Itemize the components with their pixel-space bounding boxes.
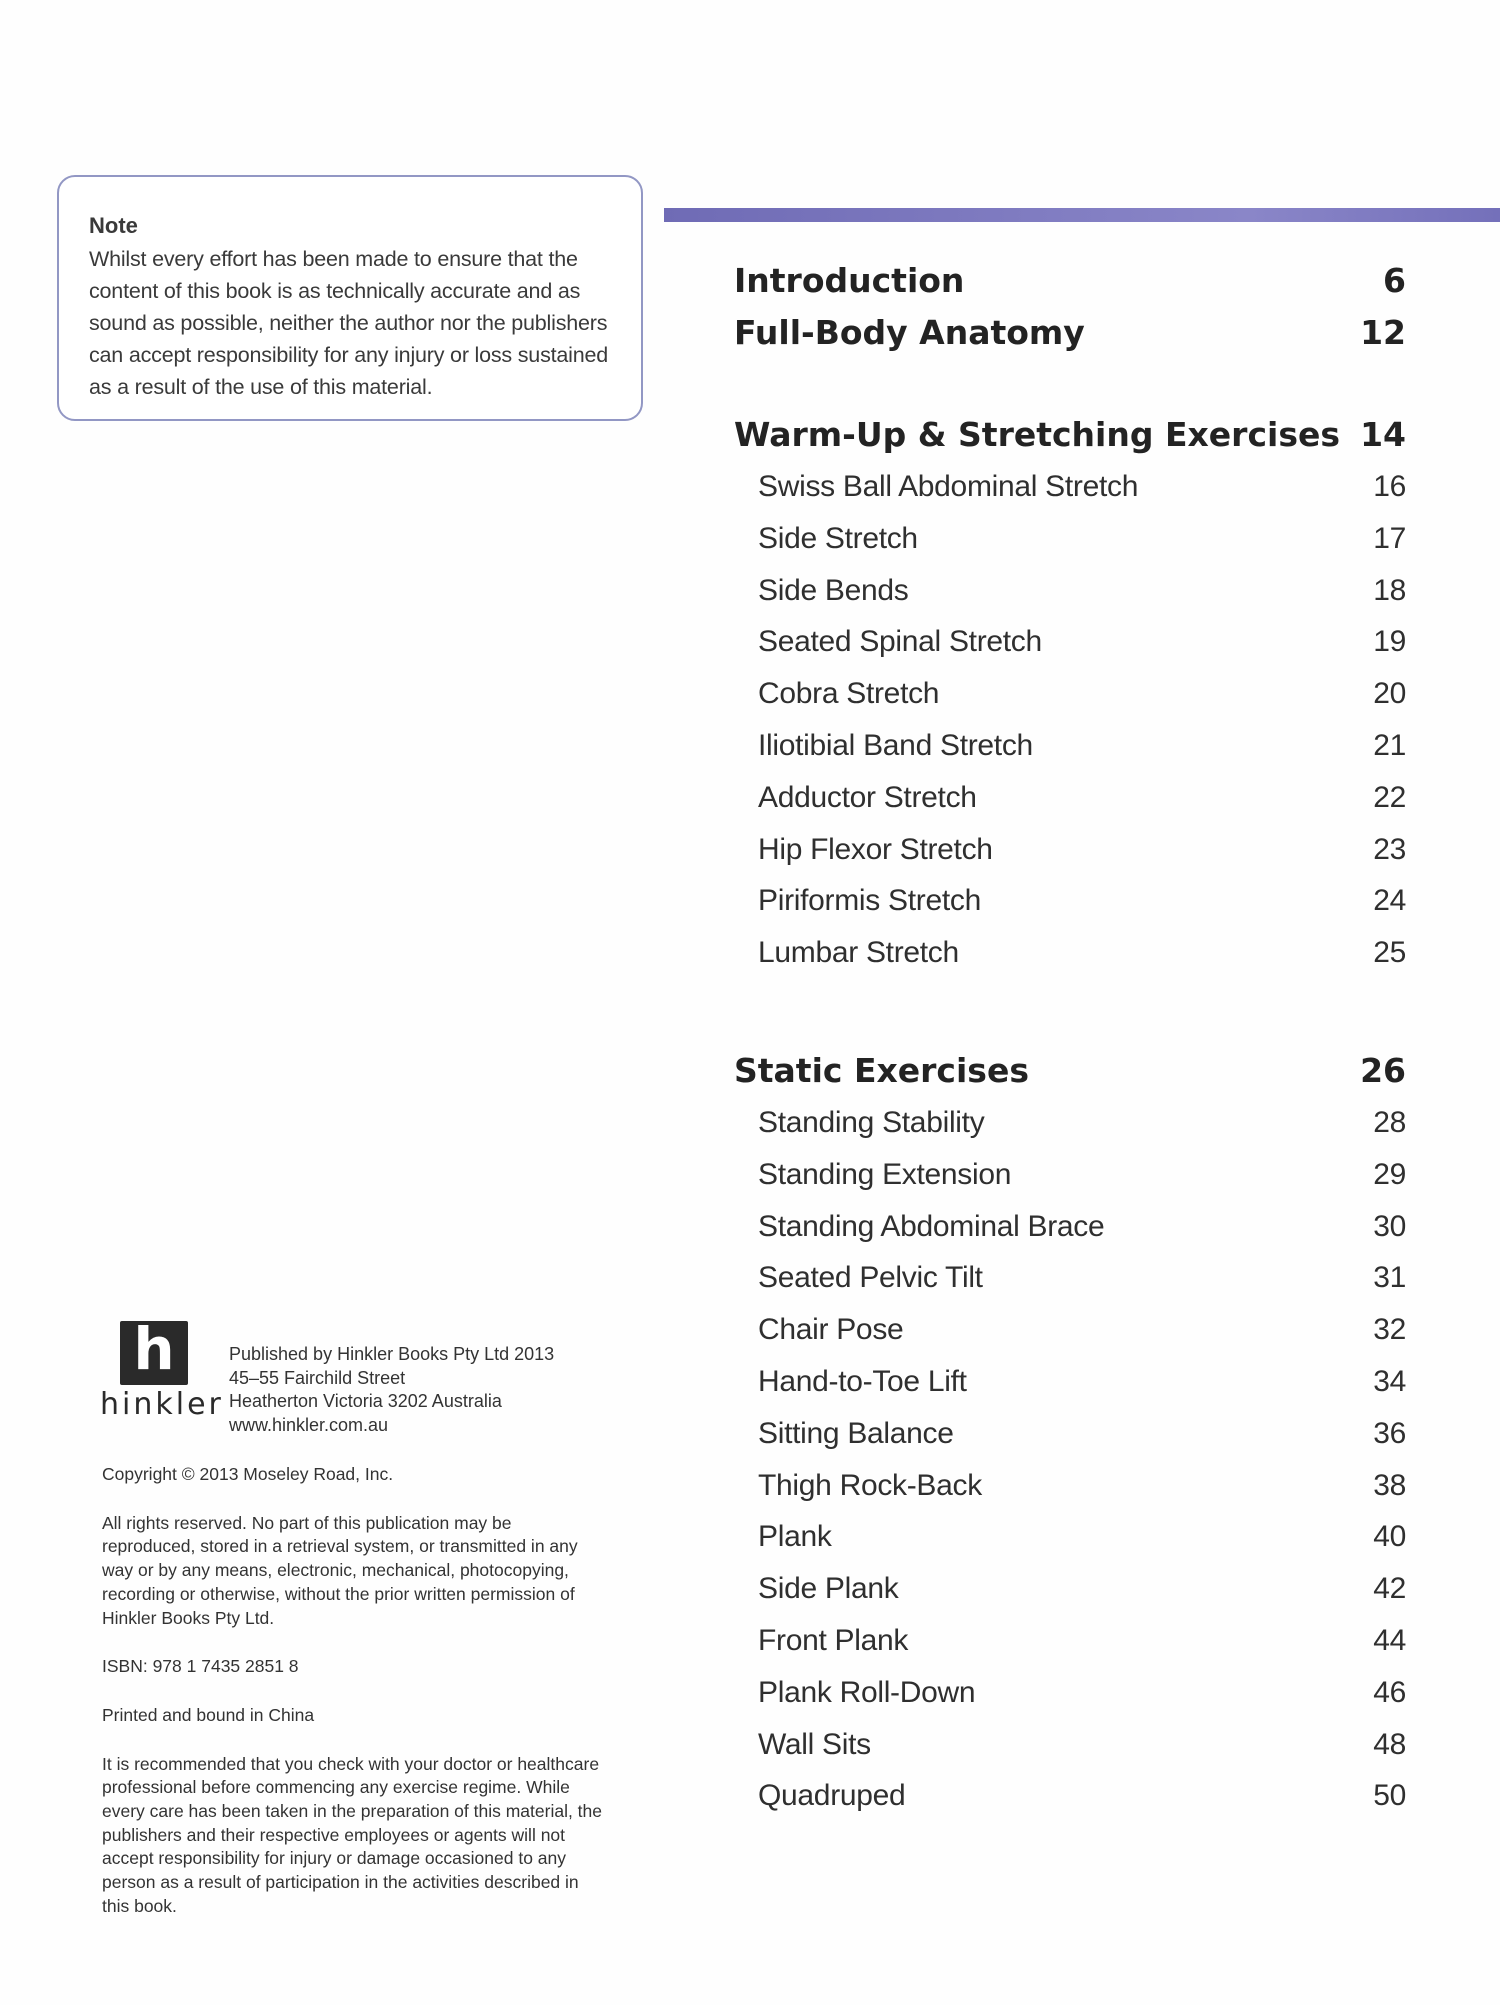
- toc-entry-label: Standing Extension: [758, 1157, 1012, 1191]
- toc-section-anatomy[interactable]: [734, 307, 1406, 359]
- toc-entry-page: 34: [1373, 1364, 1406, 1398]
- toc-entry[interactable]: [734, 1719, 1406, 1771]
- toc-entry[interactable]: [734, 1304, 1406, 1356]
- toc-entry-page: 31: [1373, 1261, 1406, 1295]
- toc-entry-label: Adductor Stretch: [758, 780, 977, 814]
- toc-entry-page: 16: [1373, 470, 1406, 503]
- logo-wordmark: hinkler: [100, 1387, 224, 1422]
- table-of-contents: [734, 255, 1406, 1822]
- toc-entry-label: Piriformis Stretch: [758, 884, 981, 918]
- toc-entry-page: 42: [1373, 1572, 1406, 1606]
- spacer: [734, 979, 1406, 1045]
- toc-entry-page: 44: [1373, 1623, 1406, 1657]
- toc-entry-page: 22: [1373, 780, 1406, 814]
- toc-entry[interactable]: [734, 927, 1406, 979]
- toc-entry-label: Plank: [758, 1520, 832, 1554]
- rights-text: All rights reserved. No part of this publication may be reproduced, stored in a retrieval system, or transmitted in any way or by any means, electronic, mechanical, photocopying, recording or otherwise, without the prior written permission of Hinkler Books Pty Ltd.: [102, 1512, 578, 1628]
- toc-section-warmup[interactable]: [734, 409, 1406, 461]
- toc-entry-label: Side Bends: [758, 573, 909, 607]
- toc-entry-label: Standing Abdominal Brace: [758, 1209, 1105, 1243]
- toc-entry-label: Cobra Stretch: [758, 677, 940, 711]
- toc-entry-label: Iliotibial Band Stretch: [758, 728, 1033, 762]
- toc-entry-page: 46: [1373, 1675, 1406, 1709]
- toc-entry-page: 17: [1373, 521, 1406, 555]
- toc-entry[interactable]: [734, 1770, 1406, 1822]
- toc-entry[interactable]: [734, 875, 1406, 927]
- toc-section-page: 6: [1383, 261, 1406, 300]
- toc-entry-label: Hand-to-Toe Lift: [758, 1364, 967, 1398]
- toc-entry-page: 25: [1373, 936, 1406, 970]
- toc-entry-label: Side Plank: [758, 1572, 899, 1606]
- toc-entry-label: Sitting Balance: [758, 1416, 954, 1450]
- toc-entry[interactable]: [734, 1511, 1406, 1563]
- toc-entry-label: Wall Sits: [758, 1727, 871, 1761]
- toc-entry-page: 50: [1373, 1779, 1406, 1813]
- toc-entry[interactable]: [734, 1408, 1406, 1460]
- toc-entry-label: Side Stretch: [758, 521, 918, 555]
- toc-entry-page: 24: [1373, 884, 1406, 918]
- toc-entry-page: 18: [1373, 573, 1406, 607]
- note-title: Note: [89, 213, 138, 238]
- hinkler-logo: [100, 1315, 224, 1422]
- toc-entry-page: 32: [1373, 1313, 1406, 1347]
- toc-entry-label: Standing Stability: [758, 1105, 985, 1139]
- toc-entry-label: Plank Roll-Down: [758, 1675, 976, 1709]
- toc-section-introduction[interactable]: [734, 255, 1406, 307]
- toc-section-page: 26: [1360, 1050, 1406, 1090]
- toc-entry-label: Hip Flexor Stretch: [758, 832, 993, 866]
- note-body: Whilst every effort has been made to ensure that the content of this book is as technically accurate and as sound as possible, neither the author nor the publishers can accept responsibility for any injury or loss sustained as a result of the use of this material.: [89, 247, 608, 399]
- toc-entry-label: Seated Pelvic Tilt: [758, 1261, 983, 1295]
- toc-entry[interactable]: [734, 1252, 1406, 1304]
- hinkler-logo-mark: [120, 1315, 188, 1385]
- publisher-info: [229, 1343, 554, 1437]
- toc-entry-page: 48: [1373, 1727, 1406, 1761]
- publisher-city: Heatherton Victoria 3202 Australia: [229, 1391, 502, 1411]
- toc-entry-page: 20: [1373, 677, 1406, 711]
- toc-entry-page: 29: [1373, 1157, 1406, 1191]
- publisher-line: Published by Hinkler Books Pty Ltd 2013: [229, 1344, 555, 1364]
- toc-entry[interactable]: [734, 513, 1406, 565]
- publisher-address: 45–55 Fairchild Street: [229, 1367, 406, 1388]
- toc-entry-label: Thigh Rock-Back: [758, 1468, 982, 1502]
- toc-entry[interactable]: [734, 461, 1406, 513]
- toc-entry-page: 21: [1373, 728, 1406, 762]
- toc-section-static[interactable]: [734, 1045, 1406, 1097]
- toc-entry-label: Lumbar Stretch: [758, 936, 959, 970]
- toc-entry[interactable]: [734, 1097, 1406, 1149]
- toc-entry[interactable]: [734, 668, 1406, 720]
- header-bar: [664, 208, 1500, 222]
- toc-entry[interactable]: [734, 1356, 1406, 1408]
- toc-entry-label: Front Plank: [758, 1623, 909, 1657]
- toc-entry[interactable]: [734, 1563, 1406, 1615]
- printed-text: Printed and bound in China: [102, 1704, 315, 1725]
- toc-entry-page: 36: [1373, 1416, 1406, 1450]
- toc-entry-label: Quadruped: [758, 1779, 906, 1813]
- note-box: [57, 175, 643, 421]
- logo-letter: h: [133, 1315, 175, 1383]
- toc-entry[interactable]: [734, 1615, 1406, 1667]
- toc-section-page: 14: [1360, 415, 1406, 454]
- disclaimer-text: It is recommended that you check with your doctor or healthcare professional before commencing any exercise regime. While every care has been taken in the preparation of this material, the publishers and their respective employees or agents will not accept responsibility for injury or damage occasioned to any person as a result of participation in the activities described in this book.: [102, 1753, 603, 1916]
- toc-entry[interactable]: [734, 1201, 1406, 1253]
- toc-entry[interactable]: [734, 772, 1406, 824]
- legal-block: [102, 1463, 602, 1944]
- toc-entry-label: Chair Pose: [758, 1313, 904, 1347]
- toc-section-page: 12: [1360, 313, 1406, 352]
- isbn-text: ISBN: 978 1 7435 2851 8: [102, 1656, 299, 1677]
- toc-entry[interactable]: [734, 1149, 1406, 1201]
- spacer: [734, 359, 1406, 409]
- toc-entry-label: Seated Spinal Stretch: [758, 625, 1042, 659]
- publisher-website[interactable]: www.hinkler.com.au: [229, 1414, 389, 1435]
- toc-entry-page: 38: [1373, 1468, 1406, 1502]
- toc-entry[interactable]: [734, 565, 1406, 617]
- toc-entry-page: 40: [1373, 1520, 1406, 1554]
- toc-entry[interactable]: [734, 616, 1406, 668]
- toc-section-label: Full-Body Anatomy: [734, 313, 1085, 352]
- toc-section-label: Static Exercises: [734, 1050, 1029, 1090]
- toc-entry-page: 30: [1373, 1209, 1406, 1243]
- toc-entry-label: Swiss Ball Abdominal Stretch: [758, 470, 1139, 503]
- toc-section-label: Introduction: [734, 261, 965, 300]
- toc-section-label: Warm-Up & Stretching Exercises: [734, 415, 1340, 454]
- toc-entry[interactable]: [734, 720, 1406, 772]
- toc-entry[interactable]: [734, 1667, 1406, 1719]
- copyright-text: Copyright © 2013 Moseley Road, Inc.: [102, 1464, 394, 1484]
- toc-entry[interactable]: [734, 1460, 1406, 1512]
- toc-entry[interactable]: [734, 824, 1406, 876]
- toc-entry-page: 28: [1373, 1105, 1406, 1139]
- toc-entry-page: 23: [1373, 832, 1406, 866]
- toc-entry-page: 19: [1373, 625, 1406, 659]
